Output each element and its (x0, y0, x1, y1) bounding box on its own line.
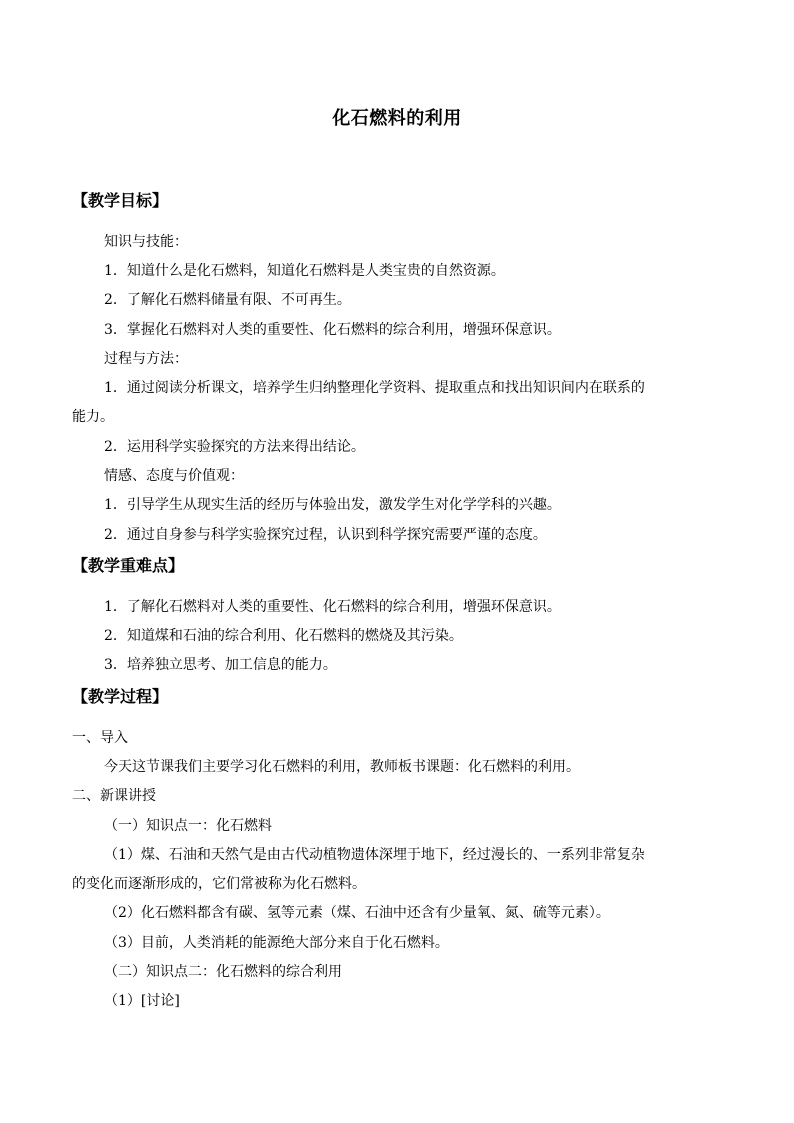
key-point-item-3: 3．培养独立思考、加工信息的能力。 (104, 657, 337, 673)
new-lesson-label: 二、新课讲授 (72, 788, 156, 804)
knowledge-point-1-item-3: （3）目前，人类消耗的能源绝大部分来自于化石燃料。 (104, 935, 449, 951)
key-point-item-1: 1．了解化石燃料对人类的重要性、化石燃料的综合利用，增强环保意识。 (104, 599, 561, 615)
section-heading-objectives: 【教学目标】 (72, 191, 169, 210)
section-heading-key-points: 【教学重难点】 (72, 556, 185, 575)
process-method-label: 过程与方法： (104, 351, 188, 367)
page-title: 化石燃料的利用 (332, 108, 462, 129)
knowledge-point-2-item-1: （1）[讨论] (104, 993, 180, 1009)
emotion-item-1: 1．引导学生从现实生活的经历与体验出发，激发学生对化学学科的兴趣。 (104, 497, 561, 513)
knowledge-label: 知识与技能： (104, 234, 188, 250)
section-heading-process: 【教学过程】 (72, 687, 169, 706)
intro-label: 一、导入 (72, 730, 128, 746)
process-method-item-2: 2．运用科学实验探究的方法来得出结论。 (104, 439, 365, 455)
knowledge-point-1-item-1-continuation: 的变化而逐渐形成的，它们常被称为化石燃料。 (72, 876, 366, 892)
knowledge-point-1-item-2: （2）化石燃料都含有碳、氢等元素（煤、石油中还含有少量氧、氮、硫等元素）。 (104, 905, 610, 921)
process-method-item-1: 1．通过阅读分析课文，培养学生归纳整理化学资料、提取重点和找出知识间内在联系的 (104, 380, 645, 396)
key-point-item-2: 2．知道煤和石油的综合利用、化石燃料的燃烧及其污染。 (104, 628, 463, 644)
knowledge-item-2: 2．了解化石燃料储量有限、不可再生。 (104, 292, 351, 308)
emotion-item-2: 2．通过自身参与科学实验探究过程，认识到科学探究需要严谨的态度。 (104, 527, 547, 543)
knowledge-item-1: 1．知道什么是化石燃料，知道化石燃料是人类宝贵的自然资源。 (104, 263, 505, 279)
knowledge-item-3: 3．掌握化石燃料对人类的重要性、化石燃料的综合利用，增强环保意识。 (104, 322, 561, 338)
knowledge-point-1-label: （一）知识点一：化石燃料 (104, 818, 272, 834)
intro-text: 今天这节课我们主要学习化石燃料的利用，教师板书课题：化石燃料的利用。 (104, 759, 580, 775)
process-method-item-1-continuation: 能力。 (72, 409, 114, 425)
emotion-label: 情感、态度与价值观： (104, 468, 244, 484)
knowledge-point-1-item-1: （1）煤、石油和天然气是由古代动植物遗体深埋于地下，经过漫长的、一系列非常复杂 (104, 847, 645, 863)
knowledge-point-2-label: （二）知识点二：化石燃料的综合利用 (104, 964, 342, 980)
